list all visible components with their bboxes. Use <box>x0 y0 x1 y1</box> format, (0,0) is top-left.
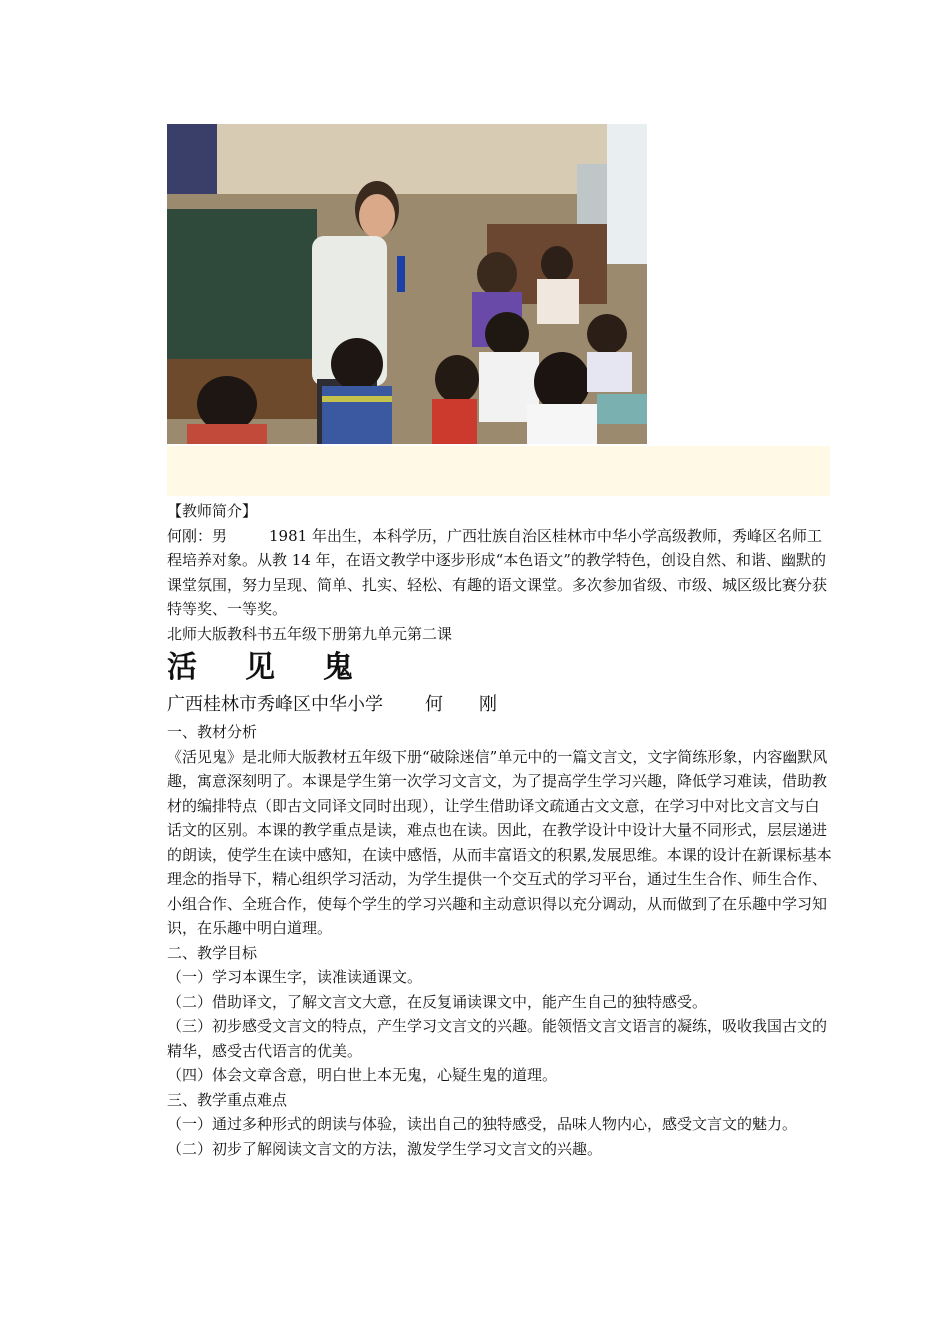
goal-item: （四）体会文章含意，明白世上本无鬼，心疑生鬼的道理。 <box>167 1066 558 1084</box>
section-3-heading: 三、教学重点难点 <box>167 1090 288 1109</box>
bio-name: 何刚：男 <box>167 526 228 545</box>
focus-item: （二）初步了解阅读文言文的方法，激发学生学习文言文的兴趣。 <box>167 1139 603 1158</box>
bio-rest: 区名师工程培养对象。从教 14 年，在语文教学中逐步形成“本色语文”的教学特色，创设自然、和谐、幽默的课堂氛围，努力呈现、简单、扎实、轻松、有趣的语文课堂。多次参加省级、市级、城区级比赛分获特等奖、一等奖。 <box>167 526 828 618</box>
textbook-info: 北师大版教科书五年级下册第九单元第二课 <box>167 624 453 643</box>
teacher-given: 何 <box>425 694 443 715</box>
goal-item: （二）借助译文，了解文言文大意，在反复诵读课文中，能产生自己的独特感受。 <box>167 992 708 1011</box>
lesson-title: 活见鬼 <box>167 650 401 685</box>
caption-bar <box>167 446 830 496</box>
teacher-bio <box>167 524 832 622</box>
teacher-name: 刚 <box>479 694 497 715</box>
school-name: 广西桂林市秀峰区中华小学 <box>167 694 383 715</box>
section-2-heading: 二、教学目标 <box>167 943 258 962</box>
goal-item: （一）学习本课生字，读准读通课文。 <box>167 968 423 986</box>
document-body <box>167 499 832 1161</box>
intro-heading: 【教师简介】 <box>167 502 258 520</box>
bio-line1: 1981 年出生，本科学历，广西壮族自治区桂林市中华小学高级教师，秀峰 <box>269 526 762 545</box>
goal-item: （三）初步感受文言文的特点，产生学习文言文的兴趣。能领悟文言文语言的凝练，吸收我国古文的精华，感受古代语言的优美。 <box>167 1017 828 1060</box>
section-1-heading: 一、教材分析 <box>167 723 258 741</box>
author-line <box>167 690 832 720</box>
focus-item: （一）通过多种形式的朗读与体验，读出自己的独特感受，品味人物内心，感受文言文的魅力。 <box>167 1115 798 1133</box>
classroom-photo <box>167 124 647 444</box>
section-1-body: 《活见鬼》是北师大版教材五年级下册“破除迷信”单元中的一篇文言文，文字简练形象，内容幽默风趣，寓意深刻明了。本课是学生第一次学习文言文，为了提高学生学习兴趣，降低学习难读，借助教材的编排特点（即古文同译文同时出现），让学生借助译文疏通古文文意，在学习中对比文言文与白话文的区别。本课的教学重点是读，难点也在读。因此，在教学设计中设计大量不同形式，层层递进的朗读，使学生在读中感知，在读中感悟，从而丰富语文的积累,发展思维。本课的设计在新课标基本理念的指导下，精心组织学习活动，为学生提供一个交互式的学习平台，通过生生合作、师生合作、小组合作、全班合作，使每个学生的学习兴趣和主动意识得以充分调动，从而做到了在乐趣中学习知识，在乐趣中明白道理。 <box>167 747 832 937</box>
